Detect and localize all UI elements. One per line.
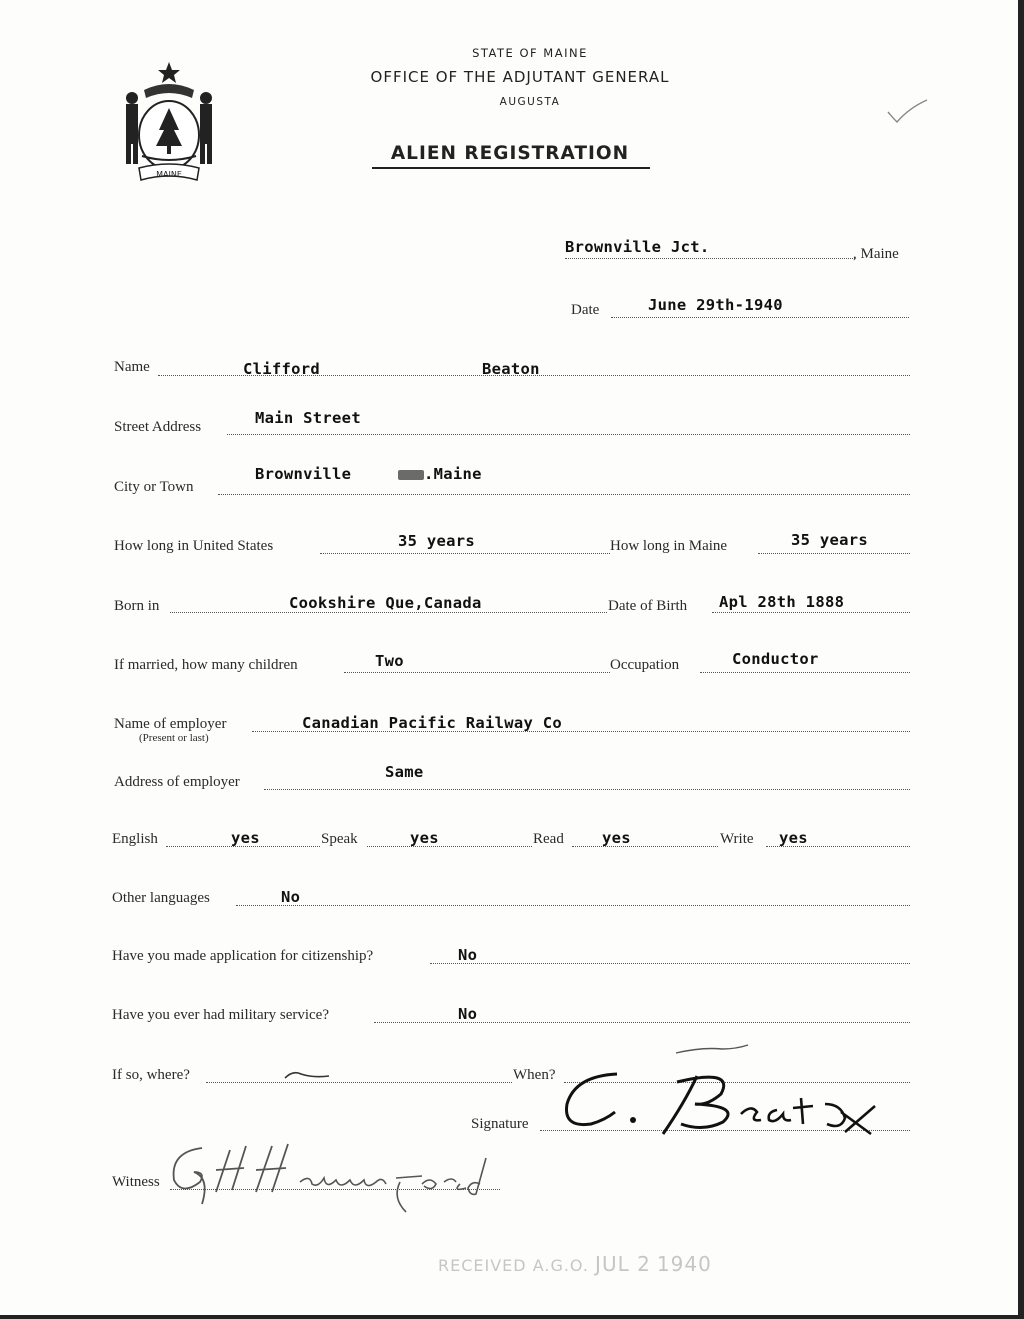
maine-years-value: 35 years [791, 531, 869, 549]
svg-text:MAINE: MAINE [156, 170, 182, 179]
military-value: No [458, 1005, 478, 1023]
where-line [206, 1082, 512, 1083]
read-line [572, 846, 718, 847]
citizenship-label: Have you made application for citizenship? [112, 948, 374, 964]
maine-years-line [758, 553, 910, 554]
dob-value: Apl 28th 1888 [719, 593, 845, 611]
born-line [170, 612, 607, 613]
speak-value: yes [410, 829, 439, 847]
military-line [374, 1022, 910, 1023]
office-heading: OFFICE OF THE ADJUTANT GENERAL [370, 68, 670, 86]
received-stamp [438, 1252, 712, 1276]
street-line [227, 434, 910, 435]
street-label: Street Address [114, 419, 202, 435]
us-years-line [320, 553, 610, 554]
write-value: yes [779, 829, 808, 847]
us-years-label: How long in United States [114, 538, 274, 554]
city-heading: AUGUSTA [499, 96, 561, 108]
other-languages-value: No [281, 888, 301, 906]
place-value: Brownville Jct. [565, 238, 710, 256]
signature-handwriting [545, 1062, 885, 1144]
occupation-label: Occupation [610, 657, 680, 673]
place-line [565, 258, 855, 259]
read-label: Read [533, 831, 564, 847]
us-years-value: 35 years [398, 532, 476, 550]
form-title: ALIEN REGISTRATION [390, 143, 630, 164]
state-heading: STATE OF MAINE [472, 46, 588, 60]
signature-label: Signature [471, 1116, 529, 1132]
speak-line [367, 846, 532, 847]
children-line [344, 672, 610, 673]
where-label: If so, where? [112, 1067, 190, 1083]
date-value: June 29th-1940 [648, 296, 783, 314]
scan-edge-bottom [0, 1315, 1024, 1319]
born-value: Cookshire Que,Canada [289, 594, 482, 612]
citizenship-line [430, 963, 910, 964]
street-value: Main Street [255, 409, 361, 427]
other-languages-label: Other languages [112, 890, 210, 906]
name-label: Name [114, 359, 150, 375]
employer-address-value: Same [385, 763, 424, 781]
stamp-month-day: JUL 2 [595, 1252, 651, 1276]
stamp-year: 1940 [656, 1252, 712, 1276]
witness-label: Witness [112, 1174, 160, 1190]
employer-label: Name of employer [114, 716, 227, 732]
first-name-value: Clifford [243, 360, 321, 378]
employer-address-line [264, 789, 910, 790]
city-value-start: Brownville [255, 465, 352, 483]
speak-label: Speak [321, 831, 358, 847]
date-label: Date [571, 302, 600, 318]
occupation-line [700, 672, 910, 673]
scan-edge-right [1018, 0, 1024, 1319]
children-label: If married, how many children [114, 657, 298, 673]
dob-label: Date of Birth [608, 598, 688, 614]
children-value: Two [375, 652, 404, 670]
city-line [218, 494, 910, 495]
english-label: English [112, 831, 158, 847]
dob-line [712, 612, 910, 613]
where-dash-mark [283, 1066, 333, 1084]
struck-out-text [398, 470, 424, 480]
place-suffix: , Maine [853, 246, 899, 262]
title-underline [372, 167, 650, 169]
stamp-prefix: RECEIVED A.G.O. [438, 1256, 589, 1275]
when-label: When? [513, 1067, 556, 1083]
employer-sublabel: (Present or last) [139, 732, 209, 744]
read-value: yes [602, 829, 631, 847]
witness-handwriting [160, 1138, 500, 1216]
maine-state-seal [114, 60, 224, 185]
citizenship-value: No [458, 946, 478, 964]
city-label: City or Town [114, 479, 194, 495]
other-languages-line [236, 905, 910, 906]
born-label: Born in [114, 598, 160, 614]
employer-value: Canadian Pacific Railway Co [302, 714, 563, 732]
checkmark-icon [885, 98, 930, 126]
when-dash-mark [672, 1043, 752, 1059]
write-label: Write [720, 831, 754, 847]
employer-address-label: Address of employer [114, 774, 240, 790]
english-value: yes [231, 829, 260, 847]
city-value-end: .Maine [424, 465, 482, 483]
occupation-value: Conductor [732, 650, 819, 668]
last-name-value: Beaton [482, 360, 540, 378]
date-line [611, 317, 909, 318]
military-label: Have you ever had military service? [112, 1007, 329, 1023]
maine-years-label: How long in Maine [610, 538, 728, 554]
